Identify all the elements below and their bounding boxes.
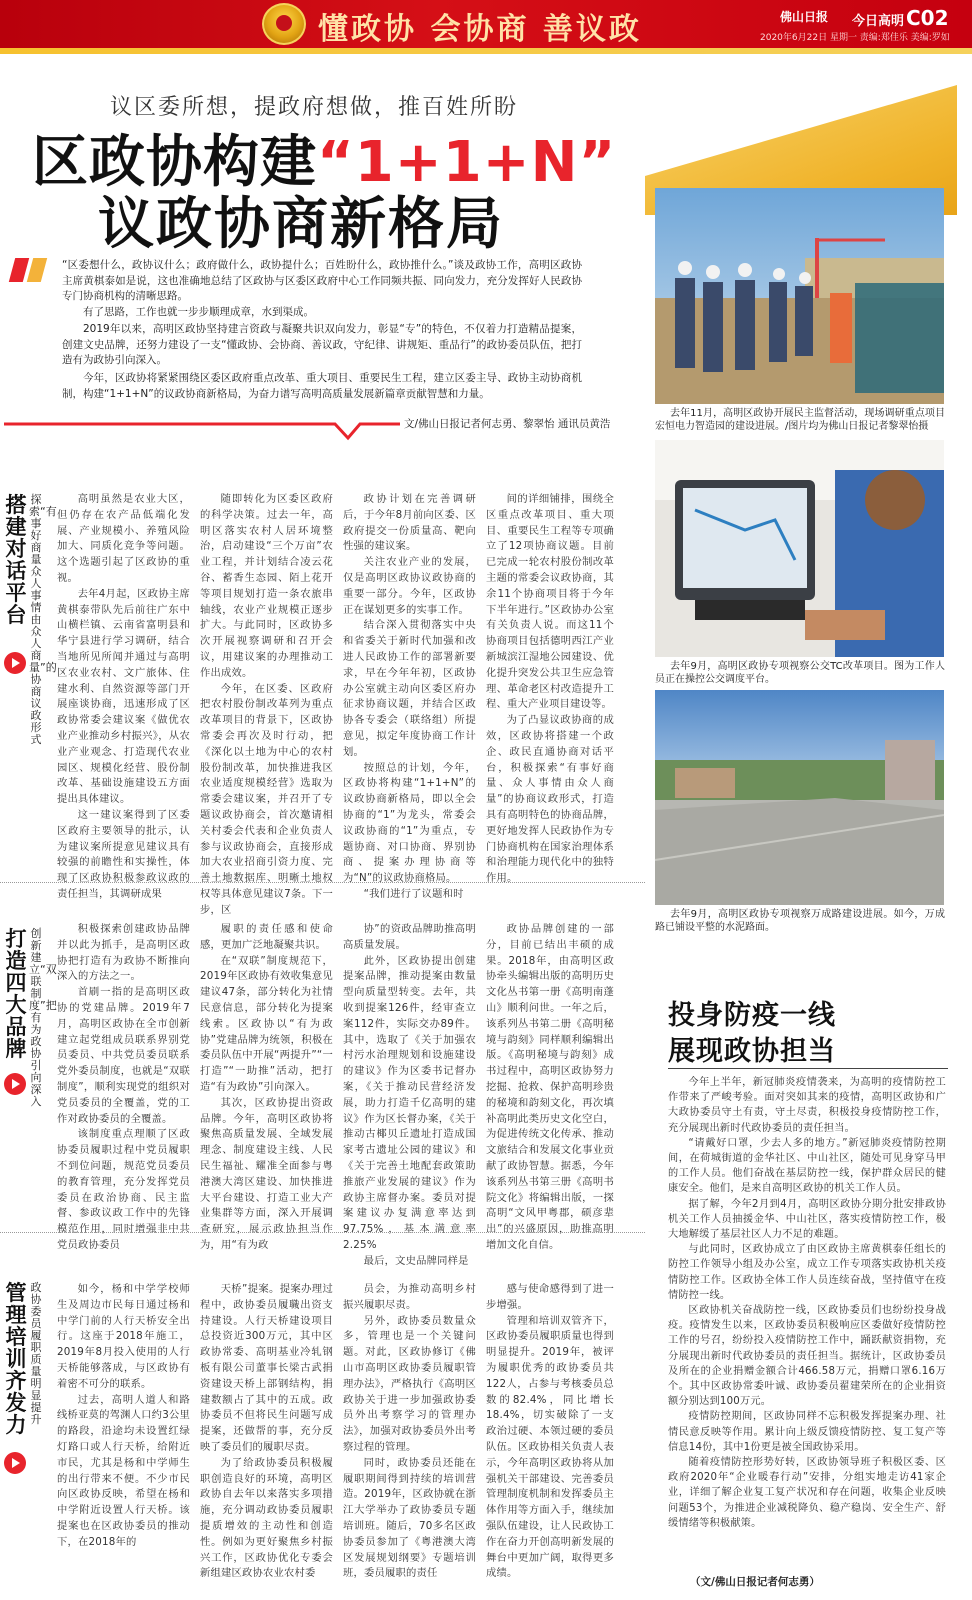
quote-mark-icon	[8, 258, 48, 284]
article-column	[486, 1282, 614, 1594]
paragraph: 为了给政协委员积极履职创造良好的环境，高明区政协自去年以来落实多项措施，充分调动政协委员履职提质增效的主动性和创造性。例如为更好聚焦乡村振兴工作，区政协优化专委会新组建区政协农业农村委	[200, 1456, 333, 1580]
paragraph: 感与使命感得到了进一步增强。	[486, 1283, 614, 1311]
sidebar-headline-line2: 展现政协担当	[668, 1036, 836, 1067]
masthead-stripe	[0, 48, 972, 54]
section-slogan: 懂政协 会协商 善议政	[318, 12, 642, 47]
section-title: 搭建对话平台	[5, 493, 27, 627]
photo-bus-dispatch	[655, 440, 944, 657]
paragraph: 这一建议案得到了区委区政府主要领导的批示，认为建议案所提意见建议具有较强的前瞻性和实操性，体现了区政协积极参政议政的责任担当，其调研成果	[57, 808, 190, 900]
paragraph: 随即转化为区委区政府的科学决策。过去一年，高明区落实农村人居环境整治，启动建设“三个万亩”农业工程，并计划结合凌云花谷、蓄香生态园、陌上花开等项目规划打造一条农旅串轴线，农业产业规模正逐步扩大。与此同时，区政协多次开展视察调研和召开会议，用建议案的办理推动工作出成效。	[200, 493, 333, 679]
section-title: 管理培训齐发力	[5, 1281, 27, 1437]
lead-paragraph: 有了思路，工作也就一步步顺理成章，水到渠成。	[83, 306, 314, 318]
paragraph: 该制度重点理顺了区政协委员履职过程中党员履职不到位问题，规范党员委员的教育管理，充分发挥党员委员在政治协商、民主监督、参政议政工作中的先锋模范作用，同时增强非中共党员政协委员	[57, 1128, 190, 1251]
section-divider	[0, 882, 645, 883]
article-column	[343, 492, 476, 900]
sidebar-body	[668, 1075, 946, 1568]
masthead	[0, 0, 972, 48]
sidebar-credit: （文/佛山日报记者何志勇）	[690, 1576, 820, 1588]
photo-caption: 去年9月，高明区政协专项视察万成路建设进展。如今，万成路已铺设平整的水泥路面。	[655, 909, 945, 933]
paragraph: 另外，政协委员数量众多，管理也是一个关键问题。对此，区政协修订《佛山市高明区政协委员履职管理办法》，严格执行《高明区政协关于进一步加强政协委员外出考察学习的管理办法》，加强对政协委员外出考察过程的管理。	[343, 1314, 476, 1453]
paragraph: 管理和培训双管齐下，区政协委员履职质量也得到明显提升。2019年，被评为履职优秀的政协委员共122人，占参与考核委员总数的82.4%，同比增长18.4%，切实破除了一支政治过硬、本领过硬的委员队伍。区政协相关负责人表示，今年高明区政协将从加强机关干部建设、完善委员管理制度机制和发挥委员主体作用等方面入手，继续加强队伍建设，让人民政协工作在奋力开创高明新发展的舞台中更加广阔，取得更多成绩。	[486, 1314, 614, 1580]
headline-line2: 议政协商新格局	[98, 192, 504, 257]
article-column	[57, 1282, 190, 1594]
section-divider	[0, 1232, 645, 1233]
article-column	[200, 922, 333, 1251]
section-subtitle: 探索“有事好商量 众人事情由众人商量”的协商议政形式	[29, 493, 57, 746]
paragraph: “请戴好口罩，少去人多的地方。”新冠肺炎疫情防控期间，在荷城街道的金华社区、中山社区，随处可见身穿马甲的工作人员。他们奋战在基层防控一线，保护群众居民的健康安全。他们，是来自高明区政协的机关工作人员。	[668, 1137, 946, 1195]
section-name: 今日高明	[852, 14, 905, 29]
paragraph: 按照总的计划，今年，区政协将构建“1+1+N”的议政协商新格局，即以全会协商的“1”为龙头，常委会议政协商的“1”为重点，专题协商、对口协商、界别协商、提案办理协商等为“N”的议政协商格局。	[343, 761, 476, 885]
paragraph: 高明虽然是农业大区，但仍存在农产品低端化发展、产业规模小、养殖风险加大、同质化竞争等问题。这个选题引起了区政协的重视。	[57, 493, 190, 584]
paragraph: 其次，区政协提出资政品牌。今年，高明区政协将聚焦高质量发展、全域发展理念、制度建设主线、人民民生福祉、耀准全面参与粤港澳大湾区建设、加快推进大平台建设、打造工业大产业集群等方面，深入开展调查研究，展示政协担当作为，用“有为政	[200, 1096, 333, 1251]
lead-paragraph: “区委想什么，政协议什么；政府做什么，政协提什么；百姓盼什么，政协推什么。”谈及政协工作，高明区政协主席黄棋泰如是说，这也准确地总结了区政协与区委区政府中心工作同频共振、同向发力，充分发挥好人民政协专门协商机构的清晰思路。	[62, 259, 582, 302]
dateline: 2020年6月22日 星期一 责编:郑佳乐 美编:罗如	[760, 33, 950, 43]
paragraph: 关注农业产业的发展，仅是高明区政协议政协商的重要一部分。今年，区政协正在谋划更多的实事工作。	[343, 556, 476, 616]
section-title: 打造四大品牌	[5, 927, 27, 1061]
paragraph: 在“双联”制度规范下，2019年区政协有效收集意见建议47条，部分转化为社情民意信息，部分转化为提案线索。区政协以“有为政协”党建品牌为统领，积极在委员队伍中开展“两提升”“一打造”“一助推”活动，把打造“有为政协”引向深入。	[200, 954, 333, 1093]
paragraph: 与此同时，区政协成立了由区政协主席黄棋泰任组长的防控工作领导小组及办公室，成立工作专项落实政协机关疫情防控工作。区政协全体工作人员连续奋战，坚持值守在疫情防控一线。	[668, 1244, 946, 1301]
paragraph: 履职的责任感和使命感，更加广泛地凝聚共识。	[200, 923, 333, 951]
paragraph: 员会，为推动高明乡村振兴履职尽责。	[343, 1283, 476, 1311]
photo-site-inspection	[655, 188, 944, 404]
paragraph: 今年，在区委、区政府把农村股份制改革列为重点改革项目的背景下，区政协常委会再次及时行动，把《深化以土地为中心的农村股份制改革，加快推进我区农业适度规模经营》选取为常委会建议案，并召开了专题议政协商会，首次邀请相关村委会代表和企业负责人参与议政协商会，直接形成加大农业招商引资力度、完善土地数据库、明晰土地权权等具体意见建议7条。下一步，区	[200, 682, 333, 916]
paragraph: 首刷一指的是高明区政协的党建品牌。2019年7月，高明区政协在全市创新建立起党组成员联系界别党员委员、中共党员委员联系党外委员制度，也就是“双联制度”，顺利实现党的组织对党员委员的全覆盖，党的工作对政协委员的全覆盖。	[57, 986, 190, 1125]
sidebar-headline	[668, 998, 836, 1070]
section-subtitle: 政协委员履职质量明显提升	[30, 1281, 42, 1426]
paragraph: 同时，政协委员还能在履职期间得到持续的培训营造。2019年，区政协就在浙江大学举办了政协委员专题培训班。随后，70多名区政协委员参加了《粤港澳大湾区发展规划纲要》专题培训班，委员履职的责任	[343, 1456, 476, 1580]
paragraph: 积极探索创建政协品牌并以此为抓手，是高明区政协把打造有为政协不断推向深入的方法之一。	[57, 923, 190, 983]
paragraph: 疫情防控期间，区政协同样不忘积极发挥提案办理、社情民意反映等作用。累计向上级反馈疫情防控、复工复产等信息14份，其中1份更是被全国政协采用。	[668, 1411, 946, 1453]
paragraph: 今年上半年，新冠肺炎疫情袭来，为高明的疫情防控工作带来了严峻考验。面对突如其来的疫情，高明区政协和广大政协委员守土有责，守土尽责，积极投身疫情防控工作，充分展现出新时代政协委员的责任担当。	[668, 1077, 946, 1134]
page-number: C02	[906, 6, 949, 30]
section-subtitle: 创新建立“双联制度”把有为政协引向深入	[29, 927, 57, 1108]
paragraph: 协”的资政品牌助推高明高质量发展。	[343, 923, 476, 951]
byline-rule	[0, 414, 400, 444]
paragraph: “我们进行了议题和时	[363, 887, 464, 900]
article-column	[200, 1282, 333, 1594]
kicker: 议区委所想，提政府想做，推百姓所盼	[110, 95, 519, 120]
paragraph: 区政协机关奋战防控一线，区政协委员们也纷纷投身战疫。疫情发生以来，区政协委员积极响应区委做好疫情防控工作的号召，纷纷投入疫情防控工作中，踊跃献资捐物，充分展现出新时代政协委员的责任担当。据统计，区政协委员及所在的企业捐赠金额合计466.58万元，捐赠口罩6.16万个。其中区政协常委叶诚、政协委员翟建荣所在的企业捐资额分别达到100万元。	[668, 1305, 946, 1408]
section-arrow-icon	[4, 1452, 26, 1474]
lead-paragraph: 今年，区政协将紧紧围绕区委区政府重点改革、重大项目、重要民生工程，建立区委主导、政协主动协商机制，构建“1+1+N”的议政协商新格局，为奋力谱写高明高质量发展新篇章贡献智慧和力量。	[62, 372, 582, 400]
lead-paragraph: 2019年以来，高明区政协坚持建言资政与凝聚共识双向发力，彰显“专”的特色，不仅着力打造精品提案，创建文史品牌，还努力建设了一支“懂政协、会协商、善议政，守纪律、讲规矩、重品行”的政协委员队伍，把打造有为政协引向深入。	[62, 323, 582, 366]
headline-pre: 区政协构建	[32, 130, 317, 195]
paragraph: 据了解，今年2月到4月，高明区政协分期分批安排政协机关工作人员抽援金华、中山社区，落实疫情防控工作，极大地解缓了基层社区人力不足的难题。	[668, 1198, 946, 1241]
article-column	[486, 492, 614, 885]
paragraph: 此外，区政协提出创建提案品牌，推动提案由数量型向质量型转变。去年，共收到提案126件，经审查立案112件，实际交办89件。其中，选取了《关于加强农村污水治理规划和设施建设的建议》作为区委书记督办案，《关于推动民营经济发展，助力打造千亿高明的建议》作为区长督办案，《关于推动古椰贝丘遗址打造成国家考古遗址公园的建议》和《关于完善土地配套政策助推旅产业发展的建议》作为政协主席督办案。委员对提案建议办复满意率达到97.75%，基本满意率2.25%	[343, 954, 476, 1251]
headline-accent: “1+1+N”	[317, 130, 617, 195]
byline: 文/佛山日报记者何志勇、黎翠怡 通讯员黄浩	[404, 418, 611, 430]
sidebar-rule	[668, 1068, 948, 1069]
paper-logo: 佛山日报	[780, 10, 829, 24]
photo-caption: 去年11月，高明区政协开展民主监督活动，现场调研重点项目宏恒电力智造园的建设进展。/图片均为佛山日报记者黎翠怡摄	[655, 408, 945, 432]
paragraph: 过去，高明人道人和路线桥亚莫的驾渊人口约3公里的路段，沿途均未设置红绿灯路口或人行天桥，给附近市民，尤其是杨和中学师生的出行带来不便。不少市民向区政协反映，希望在杨和中学附近设置人行天桥。该提案也在区政协委员的推动下，在2018年的	[57, 1393, 190, 1548]
section-arrow-icon	[4, 652, 26, 674]
section-arrow-icon	[4, 1073, 26, 1095]
paragraph: 随着疫情防控形势好转，区政协领导班子积极区委、区政府2020年“企业暖春行动”安排，分组实地走访41家企业，详细了解企业复工复产状况和存在问题，收集企业反映问题53个，为推进企业减税降负、稳产稳岗、安全生产、舒缓情绪等积极献策。	[668, 1457, 946, 1529]
article-column: 政协品牌创建的一部分，目前已结出丰硕的成果。2018年，由高明区政协牵头编辑出版的高明历史文化丛书第一册《高明南蓬山》顺利问世。一年之后，该系列丛书第二册《高明秘境与韵刻》同样顺利编辑出版。《高明秘境与韵刻》成书过程中，高明区政协努力挖掘、抢救、保护高明珍贵的秘境和韵刻文化，再次填补高明此类历史文化空白，为促进传统文化传承、推动文旅结合和发展文化事业贡献了政协智慧。据悉，今年该系列丛书第三册《高明书院文化》将编辑出版，一探高明“文风甲粤郡，硕彦辈出”的兴盛原因，助推高明增加文化自信。	[486, 923, 614, 1251]
article-column	[343, 1282, 476, 1594]
sidebar-headline-line1: 投身防疫一线	[668, 1000, 836, 1031]
photo-road-construction	[655, 690, 944, 905]
paragraph: 天桥”提案。提案办理过程中，政协委员履職出资支持建设。人行天桥建设项目总投资近300万元，其中区政协常委、高明基业冷轧钢板有限公司董事长梁古武捐资建设天桥上部钢结构，捐建数额占了其中的五成。政协委员不但将民生问题写成提案，还做帮的事，充分反映了委员们的履职尽责。	[200, 1283, 333, 1453]
paragraph: 最后，文史品牌同样是	[363, 1254, 469, 1267]
paragraph: 结合深入贯彻落实中央和省委关于新时代加强和改进人民政协工作的部署新要求，早在今年年初，区政协办公室就主动向区委区府办征求协商议题，并结合区政协各专委会（联络组）所提意见，拟定年度协商工作计划。	[343, 619, 476, 758]
article-column	[343, 922, 476, 1267]
photo-caption: 去年9月，高明区政协专项视察公交TC改革项目。图为工作人员正在操控公交调度平台。	[655, 661, 945, 685]
paragraph: 政协计划在完善调研后，于今年8月前向区委、区政府提交一份质量高、靶向性强的建议案。	[343, 493, 476, 553]
cppcc-emblem-icon	[262, 3, 306, 45]
article-column	[57, 492, 190, 900]
paragraph: 间的详细铺排，围绕全区重点改革项目、重大项目、重要民生工程等专项确立了12项协商议题。目前已完成一轮农村股份制改革主题的常委会议政协商，其余11个协商项目将于今年下半年进行。”区政协办公室有关负责人说。而这11个协商项目包括德明西江产业新城滨江湿地公园建设、优化提升突发公共卫生应急管理、革命老区村改造提升工程、重大产业项目建设等。	[486, 493, 614, 711]
article-column	[57, 922, 190, 1251]
paragraph: 去年4月起，区政协主席黄棋泰带队先后前往广东中山横栏镇、云南省富明县和华宁县进行学习调研，结合当地所见所闻并通过与高明区农业农村、文广旅体、住建水利、自然资源等部门开展座谈协商，迅速形成了区政协常委会建议案《做优农业产业推动乡村振兴》，从农业产业观念、打造现代农业园区、规模化经营、股份制改革、基础设施建设五方面提出具体建议。	[57, 587, 190, 806]
paragraph: 如今，杨和中学学校师生及周边市民每日通过杨和中学门前的人行天桥安全出行。这座于2018年施工，2019年8月投入使用的人行天桥能够落成，与区政协有着密不可分的联系。	[57, 1283, 190, 1390]
paragraph: 为了凸显议政协商的成效，区政协将搭建一个政企、政民直通协商对话平台，积极探索“有事好商量、众人事情由众人商量”的协商议政形式，打造具有高明特色的协商品牌，更好地发挥人民政协作为专门协商机构在国家治理体系和治理能力现代化中的独特作用。	[486, 714, 614, 885]
article-column	[200, 492, 333, 916]
